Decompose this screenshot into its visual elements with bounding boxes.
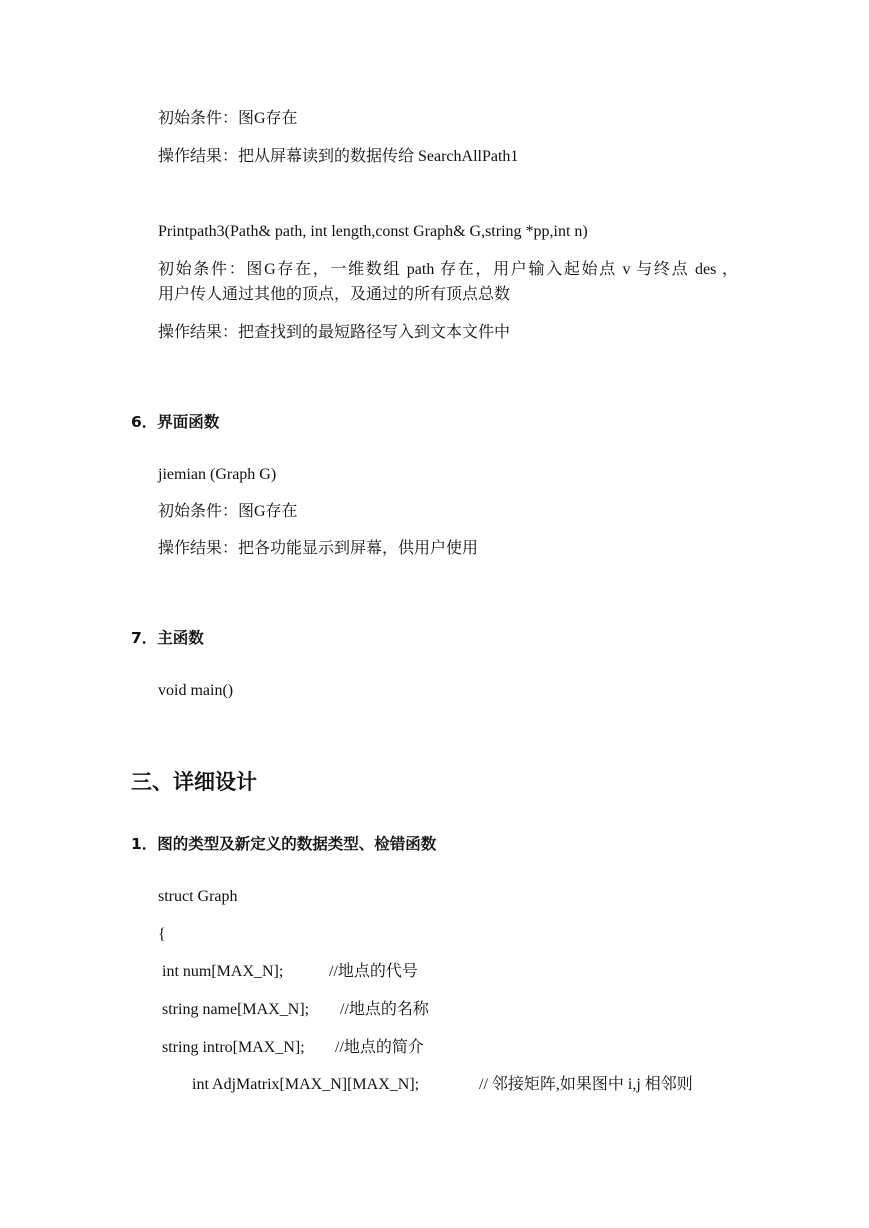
precondition-text-continued: 用户传人通过其他的顶点，及通过的所有顶点总数 bbox=[158, 286, 511, 303]
function-signature: void main() bbox=[158, 682, 234, 699]
code-line: { bbox=[158, 926, 166, 943]
function-signature: jiemian (Graph G) bbox=[158, 466, 277, 483]
section-heading-graph-types: 1．图的类型及新定义的数据类型、检错函数 bbox=[131, 835, 437, 853]
section-heading-interface-function: 6．界面函数 bbox=[131, 413, 220, 431]
code-line: struct Graph bbox=[158, 888, 238, 905]
result-text: 操作结果：把从屏幕读到的数据传给 SearchAllPath1 bbox=[158, 148, 519, 165]
result-text: 操作结果：把各功能显示到屏幕，供用户使用 bbox=[158, 540, 479, 557]
precondition-text: 初始条件：图G存在 bbox=[158, 110, 298, 127]
code-comment: //地点的名称 bbox=[340, 1001, 429, 1018]
code-line: int num[MAX_N]; bbox=[162, 963, 284, 980]
precondition-text: 初始条件：图G存在 bbox=[158, 503, 298, 520]
code-line: string intro[MAX_N]; bbox=[162, 1039, 305, 1056]
chapter-heading-detailed-design: 三、详细设计 bbox=[131, 770, 257, 794]
function-signature: Printpath3(Path& path, int length,const Graph& G,string *pp,int n) bbox=[158, 223, 588, 240]
code-comment: // 邻接矩阵,如果图中 i,j 相邻则 bbox=[479, 1076, 693, 1093]
precondition-text: 初始条件：图G存在，一维数组 path 存在，用户输入起始点 v 与终点 des ， bbox=[158, 261, 738, 278]
code-line: string name[MAX_N]; bbox=[162, 1001, 310, 1018]
result-text: 操作结果：把查找到的最短路径写入到文本文件中 bbox=[158, 324, 511, 341]
code-comment: //地点的代号 bbox=[329, 963, 418, 980]
code-comment: //地点的简介 bbox=[335, 1039, 424, 1056]
code-line: int AdjMatrix[MAX_N][MAX_N]; bbox=[192, 1076, 420, 1093]
section-heading-main-function: 7．主函数 bbox=[131, 629, 204, 647]
